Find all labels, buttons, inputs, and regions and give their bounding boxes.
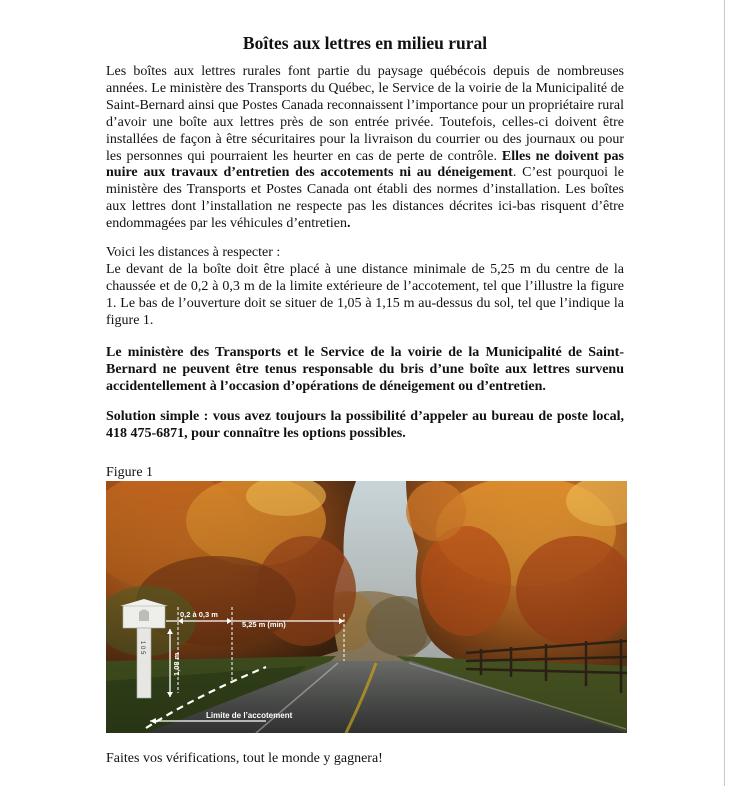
closing-line: Faites vos vérifications, tout le monde y gagnera! [106, 751, 383, 766]
distances-body: Le devant de la boîte doit être placé à une distance minimale de 5,25 m du centre de la chaussée et de 0,2 à 0,3 m de la limite extérieure de l’accotement, tel que l’illustre la figure 1. Le bas de l’ouverture doit se situer de 1,05 à 1,15 m au-dessus du sol, tel que l’indique la figure 1. [106, 261, 624, 328]
paragraph-liability: Le ministère des Transports et le Service de la voirie de la Municipalité de Saint-Bernard ne peuvent être tenus responsable du bris d’une boîte aux lettres survenu accidentellement à l’occasion d’opérations de déneigement ou d’entretien. [106, 345, 624, 394]
figure-label: Figure 1 [106, 465, 154, 480]
shoulder-limit-label: Limite de l’accotement [206, 711, 293, 720]
distances-intro: Voici les distances à respecter : [106, 245, 281, 260]
paragraph-intro-bold: Elles ne doivent pas nuire aux travaux d’entretien des accotements ni au déneigement [106, 148, 624, 181]
page-edge [724, 0, 725, 786]
dim-shoulder-label: 0,2 à 0,3 m [180, 610, 218, 619]
paragraph-intro-text-a: Les boîtes aux lettres rurales font partie du paysage québécois depuis de nombreuses années. Le ministère des Transports du Québec, le Service de la voirie de la Municipalité de Saint-Bernard ainsi que Postes Canada reconnaissent l’importance pour un propriétaire rural d’avoir une boîte aux lettres près de son entrée privée. Toutefois, celles-ci doivent être installées de façon à être sécuritaires pour la livraison du courrier ou des journaux ou pour les personnes qui pourraient les heurter en cas de perte de contrôle. [106, 64, 624, 164]
paragraph-intro [106, 64, 624, 233]
figure-1-illustration [106, 481, 627, 733]
document-title: Boîtes aux lettres en milieu rural [242, 33, 488, 53]
paragraph-intro-end: . [347, 216, 351, 232]
paragraph-intro-text-b: . C’est pourquoi le ministère des Transports et Postes Canada ont établi des normes d’installation. Les boîtes aux lettres dont l’installation ne respecte pas les distances décrites ici-bas risquent d’être endommagées par les véhicules d’entretien [106, 165, 624, 232]
mailbox-number: 1 0 5 [139, 641, 145, 655]
dim-center-label: 5,25 m (min) [242, 620, 286, 629]
dim-height-label: 1,08 m [172, 652, 181, 676]
paragraph-distances [106, 245, 624, 330]
paragraph-solution: Solution simple : vous avez toujours la possibilité d’appeler au bureau de poste local, 418 475-6871, pour connaître les options possibles. [106, 409, 624, 441]
